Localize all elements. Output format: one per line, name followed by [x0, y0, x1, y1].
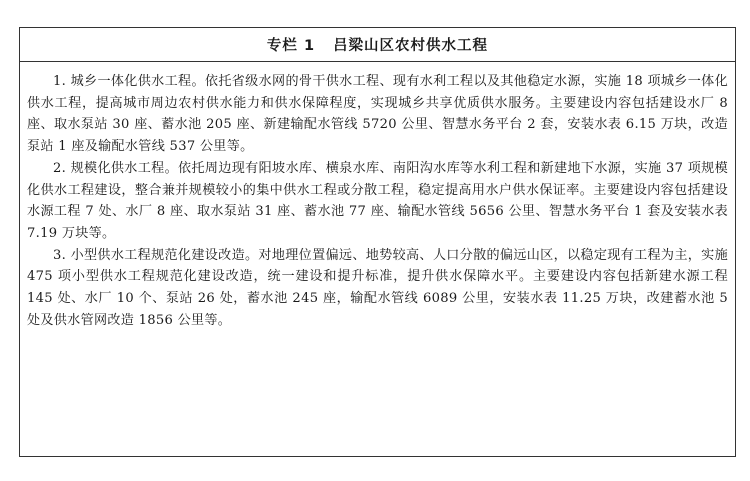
box-label: 专栏 1: [266, 38, 316, 54]
box-header: [20, 28, 735, 62]
box-content: [20, 62, 735, 331]
paragraph-urban-rural-supply: 1. 城乡一体化供水工程。依托省级水网的骨干供水工程、现有水利工程以及其他稳定水源，实施 18 项城乡一体化供水工程，提高城市周边农村供水能力和供水保障程度，实现城乡共享优质供水服务。主要建设内容包括建设水厂 8 座、取水泵站 30 座、蓄水池 205 座、新建输配水管线 5720 公里、智慧水务平台 2 套，安装水表 6.15 万块，改造泵站 1 座及输配水管线 537 公里等。: [27, 74, 728, 155]
paragraph-scale-supply: 2. 规模化供水工程。依托周边现有阳坡水库、横泉水库、南阳沟水库等水利工程和新建地下水源，实施 37 项规模化供水工程建设，整合兼并规模较小的集中供水工程或分散工程，稳定提高用水户供水保证率。主要建设内容包括建设水源工程 7 处、水厂 8 座、取水泵站 31 座、蓄水池 77 座、输配水管线 5656 公里、智慧水务平台 1 套及安装水表 7.19 万块等。: [27, 160, 728, 241]
info-box: [19, 27, 736, 457]
paragraph-small-supply: 3. 小型供水工程规范化建设改造。对地理位置偏远、地势较高、人口分散的偏远山区，以稳定现有工程为主，实施 475 项小型供水工程规范化建设改造，统一建设和提升标准，提升供水保障水平。主要建设内容包括新建水源工程 145 处、水厂 10 个、泵站 26 处，蓄水池 245 座，输配水管线 6089 公里，安装水表 11.25 万块，改建蓄水池 5 处及供水管网改造 1856 公里等。: [27, 247, 728, 328]
box-title: 吕梁山区农村供水工程: [333, 38, 489, 54]
